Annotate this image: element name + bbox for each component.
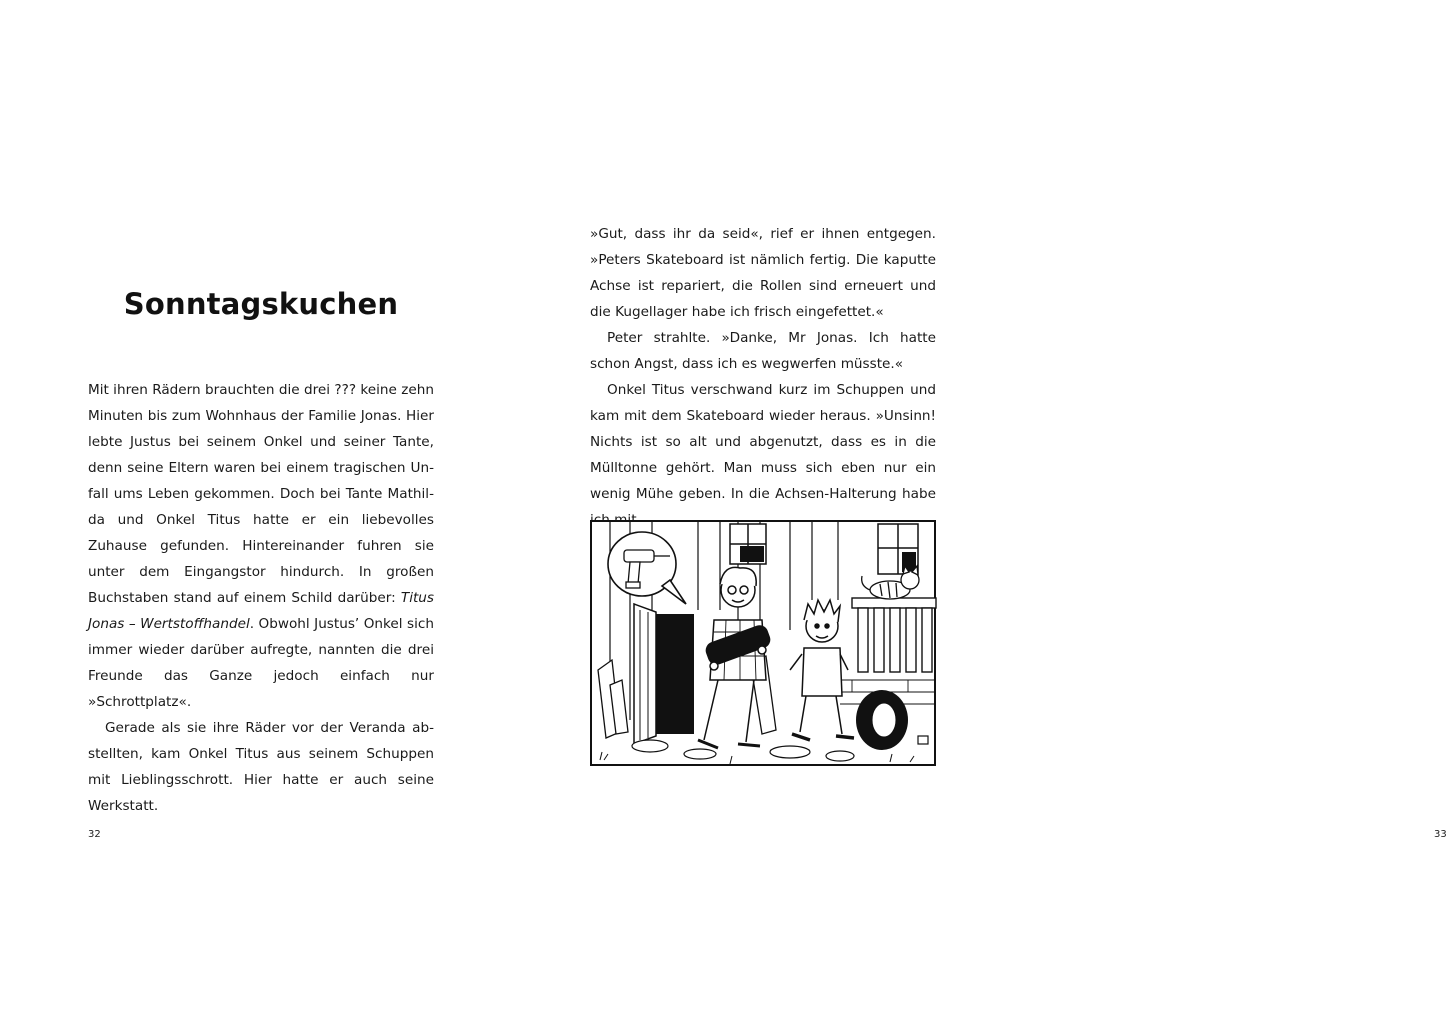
illustration-shed-scene <box>590 520 936 766</box>
shed-doorway <box>652 614 694 734</box>
left-page <box>0 0 512 1024</box>
window-dark-pane <box>740 546 764 562</box>
page-number-left: 32 <box>88 829 101 840</box>
paragraph-1-text: Mit ihren Rädern brauchten die drei ??? keine zehn Minuten bis zum Wohnhaus der Familie Jonas. Hier lebte Justus bei seinem Onkel und seiner Tante, denn seine Eltern waren bei einem tragischen Unfall ums Leben gekommen. Doch bei Tante Mathilda und Onkel Titus hatte er ein liebevolles Zuhause gefunden. Hintereinander fuhren sie unter dem Eingangstor hindurch. In großen Buchstaben stand auf einem Schild darüber: <box>88 382 434 606</box>
chapter-title: Sonntagskuchen <box>123 287 399 321</box>
paragraph-1-text-after: . Obwohl Justus’ Onkel sich immer wieder darüber aufregte, nannten die drei Freunde das Ganze jedoch einfach nur »Schrottplatz«. <box>88 616 435 710</box>
paragraph-2: Gerade als sie ihre Räder vor der Veranda abstellten, kam Onkel Titus aus seinem Schuppen mit Lieblingsschrott. Hier hatte er auch seine Werkstatt. <box>88 720 434 814</box>
page-number-right: 33 <box>1434 829 1447 840</box>
tire <box>856 690 908 750</box>
left-body-text <box>88 377 434 819</box>
right-body-text <box>590 221 936 533</box>
sign-text: Titus Jonas – Wertstoffhandel <box>88 590 434 632</box>
right-paragraph-3: Onkel Titus verschwand kurz im Schuppen und kam mit dem Skateboard wieder heraus. »Unsinn! Nichts ist so alt und abgenutzt, dass es in die Mülltonne gehört. Man muss sich eben nur ein wenig Mühe geben. In die Achsen-Halterung habe <box>590 382 936 502</box>
right-paragraph-2: Peter strahlte. »Danke, Mr Jonas. Ich hatte schon Angst, dass ich es wegwerfen müsste.« <box>590 330 936 372</box>
right-paragraph-1: »Gut, dass ihr da seid«, rief er ihnen entgegen. »Peters Skateboard ist nämlich fertig. Die kaputte Achse ist repariert, die Rollen sind erneuert und die Kugellager habe ich frisch eingefettet.« <box>590 226 936 320</box>
can <box>918 736 928 744</box>
shed-door <box>634 604 656 744</box>
fence <box>852 598 936 672</box>
paragraph-1 <box>88 377 434 715</box>
illustration-drawing <box>590 520 936 766</box>
